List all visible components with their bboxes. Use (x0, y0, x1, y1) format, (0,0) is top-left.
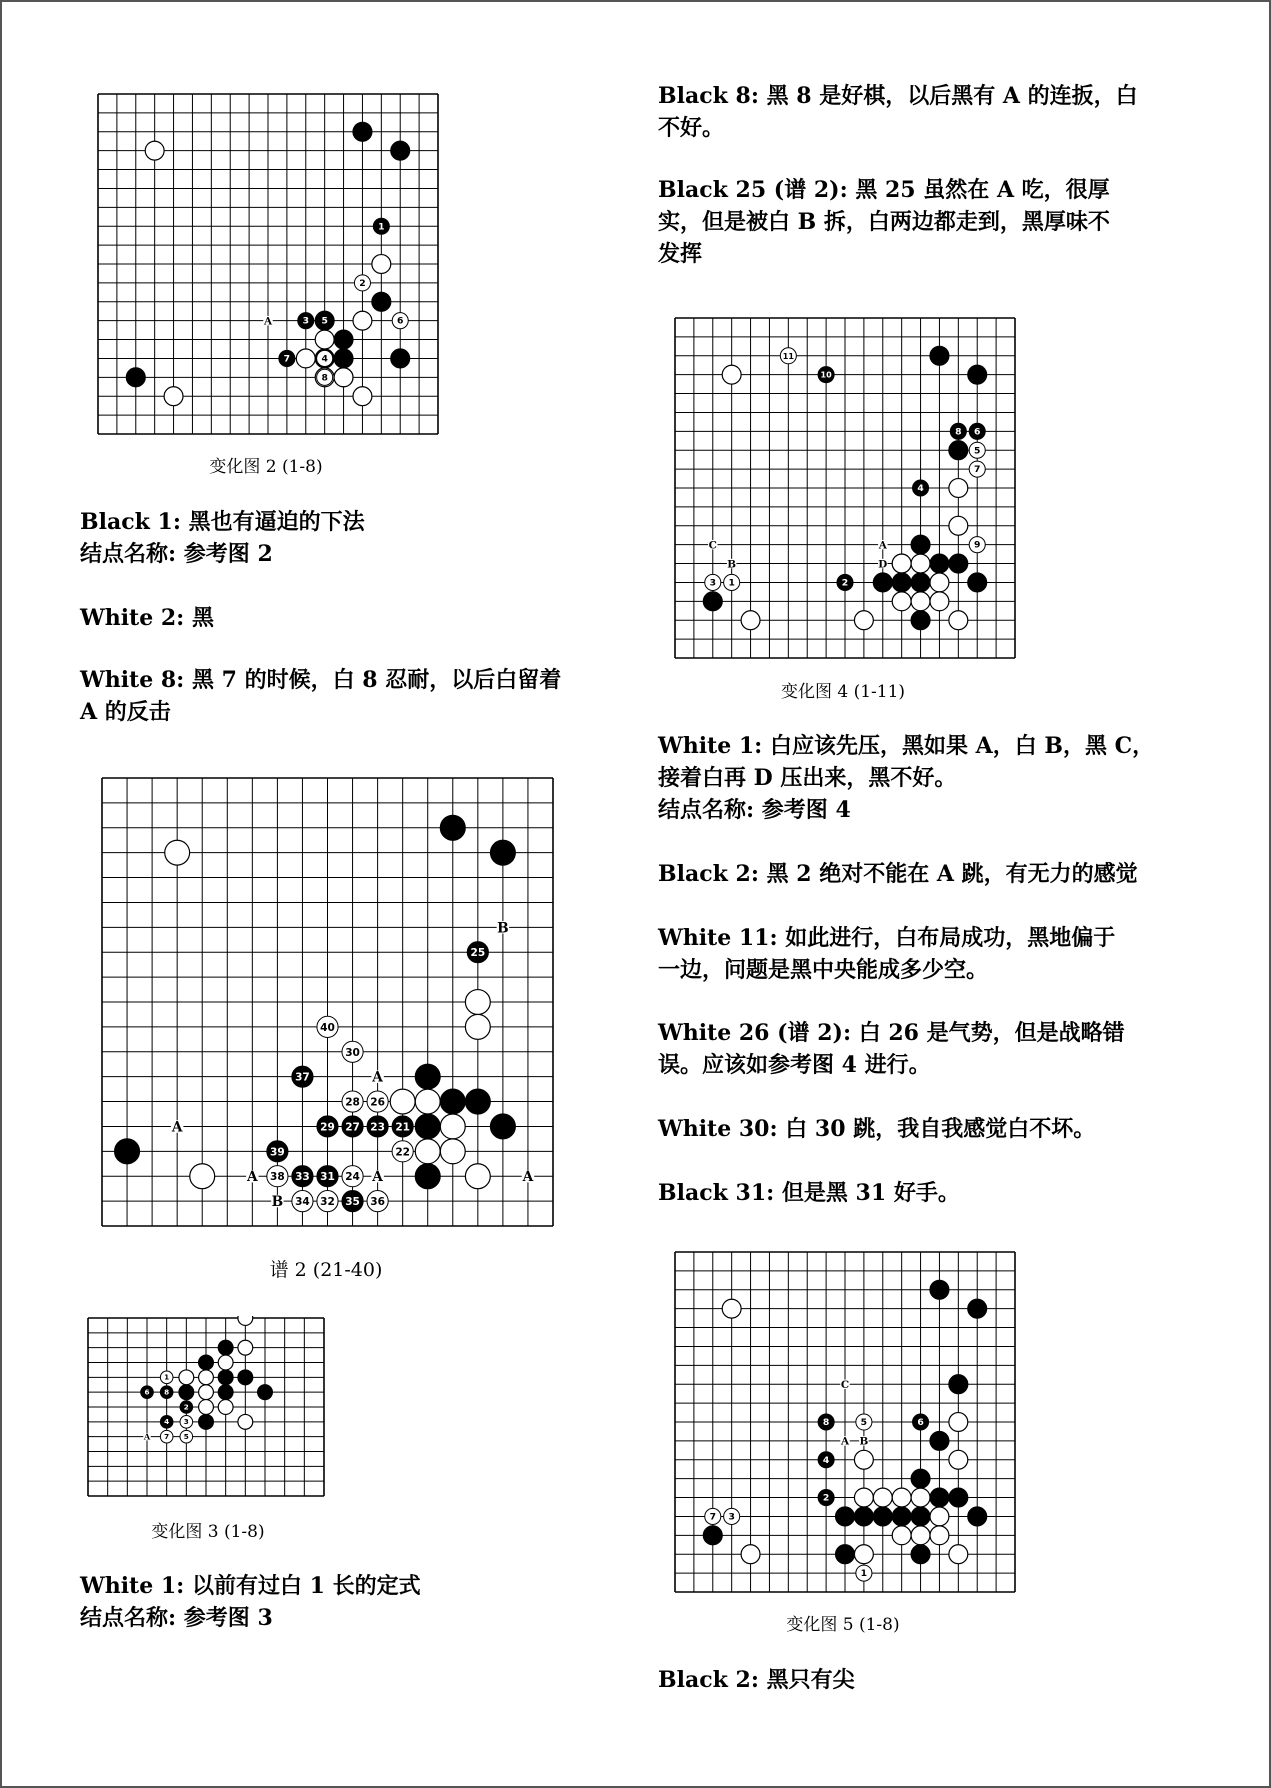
white-stone (199, 1400, 214, 1415)
move-number-label: 9 (974, 539, 981, 551)
move-number-label: 7 (283, 353, 291, 365)
black-stone (968, 1299, 987, 1318)
comment-black-2-var5: Black 2: 黑只有尖 (658, 1667, 855, 1693)
black-stone (440, 815, 465, 840)
black-stone (930, 1431, 949, 1450)
white-stone (238, 1414, 253, 1429)
point-label: B (859, 1435, 869, 1448)
move-number-label: 40 (320, 1021, 335, 1034)
white-stone (854, 1545, 873, 1564)
white-stone (372, 255, 391, 274)
white-stone (892, 1488, 911, 1507)
black-stone (949, 441, 968, 460)
move-number-label: 5 (183, 1432, 189, 1442)
point-label: A (840, 1435, 850, 1448)
black-stone (911, 611, 930, 630)
white-stone (741, 1545, 760, 1564)
black-stone (854, 1507, 873, 1526)
move-number-label: 4 (917, 483, 924, 495)
white-stone (315, 330, 334, 349)
move-number-label: 7 (974, 464, 981, 476)
white-stone (390, 1089, 415, 1114)
white-stone (165, 840, 190, 865)
comment-white-8: White 8: 黑 7 的时候，白 8 忍耐，以后白留着 A 的反击 (80, 667, 562, 725)
comment-black-2-var4: Black 2: 黑 2 绝对不能在 A 跳，有无力的感觉 (658, 861, 1138, 887)
white-stone (949, 479, 968, 498)
black-stone (930, 554, 949, 573)
white-stone (930, 573, 949, 592)
white-stone (930, 1507, 949, 1526)
black-stone (836, 1507, 855, 1526)
comment-white-1-var3: White 1: 以前有过白 1 长的定式 结点名称: 参考图 3 (80, 1573, 421, 1631)
comment-black-31: Black 31: 但是黑 31 好手。 (658, 1180, 960, 1206)
move-number-label: 36 (370, 1196, 385, 1209)
black-stone (703, 592, 722, 611)
point-label: A (171, 1119, 183, 1136)
white-stone (892, 1526, 911, 1545)
white-stone (465, 990, 490, 1015)
black-stone (372, 292, 391, 311)
white-stone (911, 592, 930, 611)
move-number-label: 3 (728, 1511, 735, 1523)
white-stone (199, 1370, 214, 1385)
white-stone (722, 365, 741, 384)
point-label: A (263, 315, 273, 328)
move-number-label: 6 (144, 1387, 150, 1397)
diagram-caption-variation-2: 变化图 2 (1-8) (209, 457, 323, 477)
white-stone (911, 554, 930, 573)
move-number-label: 1 (860, 1568, 868, 1580)
move-number-label: 28 (345, 1096, 360, 1109)
point-label: D (878, 558, 888, 571)
black-stone (415, 1064, 440, 1089)
move-number-label: 6 (917, 1417, 924, 1429)
black-stone (873, 573, 892, 592)
move-number-label: 2 (841, 577, 849, 589)
point-label: C (840, 1379, 850, 1391)
move-number-label: 2 (359, 277, 366, 289)
comment-white-30: White 30: 白 30 跳，我自我感觉白不坏。 (658, 1116, 1096, 1142)
move-number-label: 4 (822, 1454, 830, 1466)
move-number-label: 6 (397, 315, 404, 327)
white-stone (892, 592, 911, 611)
go-board-variation-2 (96, 92, 440, 436)
black-stone (892, 573, 911, 592)
black-stone (179, 1385, 194, 1400)
move-number-label: 21 (395, 1121, 411, 1134)
black-stone (873, 1507, 892, 1526)
black-stone (238, 1370, 253, 1385)
point-label: A (878, 539, 887, 552)
move-number-label: 39 (270, 1146, 285, 1159)
point-label: B (727, 558, 737, 571)
white-stone (854, 611, 873, 630)
diagram-caption-game-record-2: 谱 2 (21-40) (269, 1259, 383, 1281)
move-number-label: 29 (320, 1121, 335, 1134)
white-stone (218, 1355, 233, 1370)
black-stone (836, 1545, 855, 1564)
black-stone (465, 1089, 490, 1114)
move-number-label: 11 (782, 351, 794, 361)
black-stone (415, 1164, 440, 1189)
point-label: C (708, 539, 717, 552)
move-number-label: 3 (302, 315, 309, 327)
comment-white-11: White 11: 如此进行，白布局成功，黑地偏于 一边，问题是黑中央能成多少空。 (658, 925, 1116, 983)
white-stone (179, 1370, 194, 1385)
black-stone (892, 1507, 911, 1526)
move-number-label: 24 (345, 1171, 360, 1184)
black-stone (126, 368, 145, 387)
white-stone (722, 1299, 741, 1318)
point-label: A (372, 1069, 383, 1086)
black-stone (218, 1385, 233, 1400)
move-number-label: 1 (164, 1372, 170, 1382)
white-stone (415, 1139, 440, 1164)
move-number-label: 2 (822, 1492, 830, 1504)
move-number-label: 3 (183, 1417, 189, 1427)
black-stone (334, 330, 353, 349)
white-stone (465, 1164, 490, 1189)
point-label: A (247, 1169, 258, 1186)
point-label: A (143, 1431, 151, 1442)
black-stone (258, 1385, 273, 1400)
black-stone (968, 573, 987, 592)
move-number-label: 3 (709, 577, 716, 589)
move-number-label: 35 (345, 1196, 360, 1209)
comment-black-1-var2: Black 1: 黑也有逼迫的下法 结点名称: 参考图 2 (80, 509, 365, 567)
move-number-label: 25 (470, 947, 486, 960)
move-number-label: 6 (974, 426, 981, 438)
point-label: B (497, 920, 509, 937)
go-board-variation-5 (673, 1250, 1017, 1594)
diagram-caption-variation-3: 变化图 3 (1-8) (151, 1522, 265, 1542)
white-stone (145, 141, 164, 160)
point-label: B (271, 1194, 284, 1211)
white-stone (892, 554, 911, 573)
black-stone (911, 535, 930, 554)
black-stone (968, 1507, 987, 1526)
white-stone (873, 1488, 892, 1507)
move-number-label: 4 (164, 1417, 170, 1427)
black-stone (703, 1526, 722, 1545)
black-stone (930, 1280, 949, 1299)
move-number-label: 22 (395, 1146, 411, 1159)
move-number-label: 8 (822, 1417, 830, 1429)
move-number-label: 30 (345, 1046, 360, 1059)
black-stone (490, 1114, 515, 1139)
black-stone (968, 365, 987, 384)
black-stone (353, 122, 372, 141)
black-stone (391, 349, 410, 368)
white-stone (238, 1316, 253, 1325)
move-number-label: 7 (709, 1511, 716, 1523)
move-number-label: 7 (164, 1432, 170, 1442)
white-stone (854, 1450, 873, 1469)
point-label: A (372, 1169, 383, 1186)
black-stone (218, 1370, 233, 1385)
white-stone (949, 516, 968, 535)
white-stone (949, 1413, 968, 1432)
move-number-label: 27 (345, 1121, 360, 1134)
white-stone (296, 349, 315, 368)
white-stone (911, 1526, 930, 1545)
move-number-label: 1 (728, 577, 735, 589)
black-stone (911, 1507, 930, 1526)
white-stone (199, 1385, 214, 1400)
black-stone (115, 1139, 140, 1164)
white-stone (911, 1488, 930, 1507)
black-stone (391, 141, 410, 160)
move-number-label: 1 (378, 221, 385, 233)
white-stone (190, 1164, 215, 1189)
white-stone (741, 611, 760, 630)
point-label: A (522, 1169, 534, 1186)
white-stone (164, 387, 183, 406)
diagram-caption-variation-4: 变化图 4 (1-11) (780, 682, 906, 702)
black-stone (218, 1340, 233, 1355)
white-stone (854, 1488, 873, 1507)
move-number-label: 23 (370, 1121, 385, 1134)
move-number-label: 2 (183, 1402, 189, 1412)
move-number-label: 33 (295, 1171, 310, 1184)
black-stone (490, 840, 515, 865)
black-stone (415, 1114, 440, 1139)
black-stone (911, 1545, 930, 1564)
diagram-caption-variation-5: 变化图 5 (1-8) (786, 1615, 900, 1635)
comment-white-1-var4: White 1: 白应该先压，黑如果 A，白 B，黑 C， 接着白再 D 压出来，黑不好。 结点名称: 参考图 4 (658, 733, 1155, 823)
black-stone (949, 1488, 968, 1507)
white-stone (465, 1014, 490, 1039)
white-stone (415, 1089, 440, 1114)
move-number-label: 8 (164, 1387, 170, 1397)
white-stone (238, 1340, 253, 1355)
black-stone (949, 1375, 968, 1394)
move-number-label: 4 (321, 353, 328, 365)
go-board-variation-3 (86, 1316, 326, 1498)
white-stone (334, 368, 353, 387)
move-number-label: 38 (270, 1171, 285, 1184)
black-stone (440, 1089, 465, 1114)
black-stone (911, 1469, 930, 1488)
white-stone (440, 1139, 465, 1164)
move-number-label: 8 (321, 372, 328, 384)
white-stone (353, 387, 372, 406)
black-stone (334, 349, 353, 368)
move-number-label: 5 (860, 1417, 868, 1429)
move-number-label: 10 (820, 370, 832, 380)
black-stone (199, 1355, 214, 1370)
white-stone (949, 611, 968, 630)
move-number-label: 37 (295, 1071, 310, 1084)
go-board-game-record-2 (100, 776, 555, 1228)
move-number-label: 8 (955, 426, 962, 438)
move-number-label: 5 (974, 445, 981, 457)
white-stone (440, 1114, 465, 1139)
comment-white-26: White 26 (谱 2): 白 26 是气势，但是战略错 误。应该如参考图 4 进行。 (658, 1020, 1125, 1078)
black-stone (930, 1488, 949, 1507)
comment-white-2: White 2: 黑 (80, 605, 214, 631)
comment-black-8: Black 8: 黑 8 是好棋，以后黑有 A 的连扳，白 不好。 (658, 83, 1138, 141)
move-number-label: 31 (320, 1171, 335, 1184)
white-stone (930, 1526, 949, 1545)
white-stone (218, 1400, 233, 1415)
black-stone (911, 573, 930, 592)
white-stone (930, 592, 949, 611)
move-number-label: 34 (295, 1196, 310, 1209)
white-stone (353, 311, 372, 330)
black-stone (930, 346, 949, 365)
move-number-label: 26 (370, 1096, 385, 1109)
white-stone (949, 1450, 968, 1469)
move-number-label: 5 (321, 315, 328, 327)
white-stone (949, 1545, 968, 1564)
black-stone (199, 1414, 214, 1429)
move-number-label: 32 (320, 1196, 335, 1209)
go-board-variation-4 (673, 316, 1017, 660)
black-stone (949, 554, 968, 573)
comment-black-25: Black 25 (谱 2): 黑 25 虽然在 A 吃，很厚 实，但是被白 B 拆，白两边都走到，黑厚味不 发挥 (658, 177, 1110, 267)
